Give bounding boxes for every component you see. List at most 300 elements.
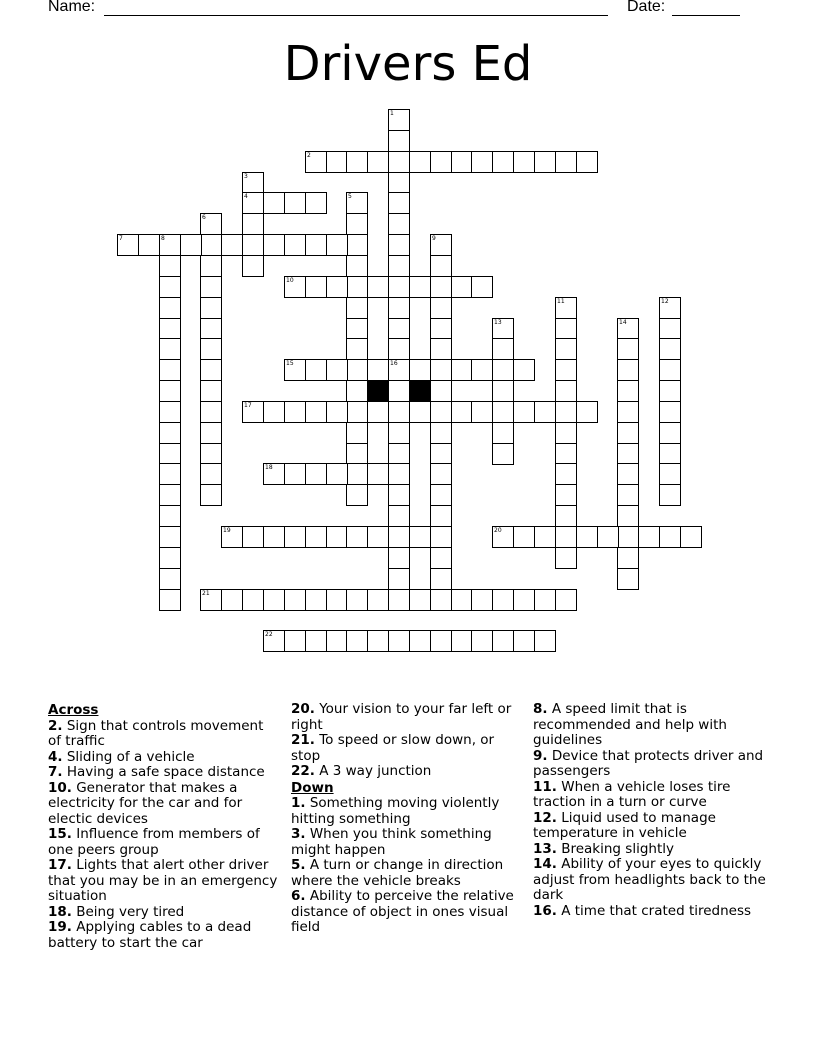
grid-cell[interactable]	[388, 380, 410, 402]
grid-cell[interactable]	[430, 151, 452, 173]
grid-cell[interactable]	[346, 463, 368, 485]
grid-cell[interactable]	[617, 338, 639, 360]
grid-cell[interactable]	[388, 213, 410, 235]
grid-cell[interactable]	[430, 276, 452, 298]
grid-cell[interactable]	[159, 255, 181, 277]
grid-cell[interactable]	[576, 526, 598, 548]
clue-number: 4	[244, 193, 248, 200]
grid-cell[interactable]	[513, 359, 535, 381]
clue-item	[291, 796, 525, 827]
grid-cell[interactable]	[159, 297, 181, 319]
clue-item-text: Lights that alert other driver that you may be in an emergency situation	[48, 857, 278, 904]
grid-cell[interactable]	[326, 589, 348, 611]
grid-cell[interactable]	[346, 443, 368, 465]
grid-cell[interactable]	[242, 526, 264, 548]
grid-cell[interactable]	[451, 359, 473, 381]
clue-number: 20	[494, 527, 502, 534]
grid-cell[interactable]	[430, 589, 452, 611]
clue-item	[48, 765, 280, 781]
grid-cell[interactable]	[409, 359, 431, 381]
grid-cell[interactable]	[430, 547, 452, 569]
clue-item	[48, 719, 280, 750]
clue-item	[533, 904, 768, 920]
grid-cell[interactable]	[617, 463, 639, 485]
grid-cell[interactable]	[159, 568, 181, 590]
grid-cell[interactable]	[388, 234, 410, 256]
grid-cell[interactable]	[284, 359, 306, 381]
grid-cell[interactable]	[388, 192, 410, 214]
grid-cell[interactable]	[659, 380, 681, 402]
grid-cell[interactable]	[555, 380, 577, 402]
grid-cell[interactable]	[305, 630, 327, 652]
grid-cell[interactable]	[388, 255, 410, 277]
grid-cell[interactable]	[617, 526, 639, 548]
clue-item-text: Applying cables to a dead battery to start the car	[48, 919, 252, 951]
grid-cell[interactable]	[471, 589, 493, 611]
date-label: Date:	[627, 0, 666, 15]
grid-cell[interactable]	[659, 297, 681, 319]
grid-cell[interactable]	[326, 630, 348, 652]
grid-cell[interactable]	[221, 526, 243, 548]
grid-cell[interactable]	[430, 526, 452, 548]
clue-number: 19	[223, 527, 231, 534]
grid-cell[interactable]	[263, 463, 285, 485]
clue-item-text: A 3 way junction	[319, 763, 432, 779]
grid-cell[interactable]	[284, 589, 306, 611]
grid-cell[interactable]	[159, 380, 181, 402]
clue-item-text: When a vehicle loses tire traction in a turn or curve	[533, 778, 731, 810]
clue-item	[533, 780, 768, 811]
grid-cell[interactable]	[492, 422, 514, 444]
grid-cell[interactable]	[242, 213, 264, 235]
clue-item	[48, 781, 280, 828]
grid-cell[interactable]	[388, 359, 410, 381]
grid-cell[interactable]	[263, 589, 285, 611]
grid-cell[interactable]	[388, 401, 410, 423]
grid-cell[interactable]	[242, 255, 264, 277]
clue-item-text: Your vision to your far left or right	[291, 701, 512, 733]
grid-cell[interactable]	[326, 234, 348, 256]
grid-cell[interactable]	[305, 276, 327, 298]
grid-cell[interactable]	[200, 589, 222, 611]
grid-cell[interactable]	[555, 443, 577, 465]
grid-cell[interactable]	[430, 463, 452, 485]
grid-cell[interactable]	[492, 380, 514, 402]
grid-cell[interactable]	[617, 484, 639, 506]
clue-column-2	[291, 702, 525, 936]
grid-cell[interactable]	[555, 359, 577, 381]
clue-number: 2	[307, 152, 311, 159]
grid-cell[interactable]	[159, 359, 181, 381]
grid-cell[interactable]	[117, 234, 139, 256]
grid-cell[interactable]	[534, 151, 556, 173]
grid-cell[interactable]	[492, 359, 514, 381]
grid-cell[interactable]	[513, 526, 535, 548]
clue-item-number: 9.	[533, 747, 548, 764]
grid-cell[interactable]	[451, 630, 473, 652]
clue-item	[291, 889, 525, 936]
grid-cell[interactable]	[284, 526, 306, 548]
grid-cell[interactable]	[430, 484, 452, 506]
clue-item-text: A turn or change in direction where the vehicle breaks	[291, 857, 504, 889]
clue-number: 17	[244, 402, 252, 409]
grid-cell[interactable]	[409, 401, 431, 423]
clue-item-number: 17.	[48, 857, 72, 873]
grid-cell[interactable]	[409, 526, 431, 548]
clue-item-text: Something moving violently hitting something	[291, 795, 500, 827]
grid-cell[interactable]	[346, 380, 368, 402]
grid-cell[interactable]	[617, 443, 639, 465]
grid-cell[interactable]	[388, 422, 410, 444]
grid-cell[interactable]	[200, 463, 222, 485]
grid-cell[interactable]	[492, 318, 514, 340]
grid-cell[interactable]	[388, 547, 410, 569]
grid-cell[interactable]	[263, 630, 285, 652]
grid-cell[interactable]	[534, 630, 556, 652]
grid-cell[interactable]	[430, 255, 452, 277]
grid-cell[interactable]	[576, 151, 598, 173]
grid-cell[interactable]	[471, 401, 493, 423]
grid-cell[interactable]	[430, 234, 452, 256]
grid-cell[interactable]	[492, 589, 514, 611]
grid-cell[interactable]	[346, 589, 368, 611]
grid-cell[interactable]	[680, 526, 702, 548]
grid-cell[interactable]	[659, 338, 681, 360]
grid-cell[interactable]	[388, 109, 410, 131]
grid-cell[interactable]	[346, 255, 368, 277]
grid-cell[interactable]	[617, 401, 639, 423]
grid-cell[interactable]	[346, 359, 368, 381]
clue-item-number: 14.	[533, 856, 557, 872]
grid-cell[interactable]	[555, 589, 577, 611]
black-square	[367, 380, 389, 402]
grid-cell[interactable]	[430, 318, 452, 340]
grid-cell[interactable]	[367, 463, 389, 485]
grid-cell[interactable]	[159, 463, 181, 485]
clue-item-number: 3.	[291, 826, 306, 842]
grid-cell[interactable]	[409, 589, 431, 611]
grid-cell[interactable]	[451, 276, 473, 298]
grid-cell[interactable]	[430, 443, 452, 465]
grid-cell[interactable]	[492, 526, 514, 548]
clue-item	[533, 702, 768, 749]
grid-cell[interactable]	[305, 526, 327, 548]
grid-cell[interactable]	[242, 172, 264, 194]
grid-cell[interactable]	[242, 234, 264, 256]
grid-cell[interactable]	[617, 380, 639, 402]
grid-cell[interactable]	[638, 526, 660, 548]
grid-cell[interactable]	[492, 151, 514, 173]
grid-cell[interactable]	[346, 234, 368, 256]
grid-cell[interactable]	[430, 401, 452, 423]
grid-cell[interactable]	[513, 401, 535, 423]
grid-cell[interactable]	[221, 234, 243, 256]
grid-cell[interactable]	[367, 630, 389, 652]
grid-cell[interactable]	[346, 318, 368, 340]
grid-cell[interactable]	[471, 359, 493, 381]
grid-cell[interactable]	[284, 401, 306, 423]
grid-cell[interactable]	[451, 151, 473, 173]
grid-cell[interactable]	[263, 526, 285, 548]
grid-cell[interactable]	[200, 359, 222, 381]
grid-cell[interactable]	[492, 338, 514, 360]
grid-cell[interactable]	[513, 589, 535, 611]
grid-cell[interactable]	[284, 276, 306, 298]
grid-cell[interactable]	[576, 401, 598, 423]
grid-cell[interactable]	[659, 401, 681, 423]
grid-cell[interactable]	[346, 484, 368, 506]
grid-cell[interactable]	[451, 401, 473, 423]
grid-cell[interactable]	[367, 359, 389, 381]
grid-cell[interactable]	[367, 401, 389, 423]
grid-cell[interactable]	[326, 401, 348, 423]
grid-cell[interactable]	[159, 484, 181, 506]
grid-cell[interactable]	[159, 526, 181, 548]
clue-item-text: Generator that makes a electricity for the car and for electic devices	[48, 779, 243, 827]
grid-cell[interactable]	[200, 380, 222, 402]
clue-item-text: Ability to perceive the relative distance of object in ones visual field	[291, 888, 514, 935]
grid-cell[interactable]	[388, 589, 410, 611]
clue-item-number: 2.	[48, 717, 63, 734]
clue-item	[291, 858, 525, 889]
black-square	[409, 380, 431, 402]
grid-cell[interactable]	[451, 589, 473, 611]
name-label: Name:	[48, 0, 96, 15]
grid-cell[interactable]	[492, 401, 514, 423]
grid-cell[interactable]	[617, 359, 639, 381]
grid-cell[interactable]	[388, 338, 410, 360]
grid-cell[interactable]	[388, 172, 410, 194]
clue-item	[48, 827, 280, 858]
clue-item	[533, 749, 768, 780]
grid-cell[interactable]	[263, 234, 285, 256]
clue-item-text: When you think something might happen	[291, 826, 492, 858]
clue-number: 21	[202, 590, 210, 597]
clue-number: 16	[390, 360, 398, 367]
grid-cell[interactable]	[200, 255, 222, 277]
grid-cell[interactable]	[200, 338, 222, 360]
grid-cell[interactable]	[388, 318, 410, 340]
grid-cell[interactable]	[617, 422, 639, 444]
grid-cell[interactable]	[430, 338, 452, 360]
grid-cell[interactable]	[159, 547, 181, 569]
clue-item-number: 18.	[48, 903, 72, 920]
grid-cell[interactable]	[180, 234, 202, 256]
grid-cell[interactable]	[513, 630, 535, 652]
grid-cell[interactable]	[409, 630, 431, 652]
grid-cell[interactable]	[346, 151, 368, 173]
grid-cell[interactable]	[346, 422, 368, 444]
grid-cell[interactable]	[430, 422, 452, 444]
grid-cell[interactable]	[200, 234, 222, 256]
grid-cell[interactable]	[388, 463, 410, 485]
grid-cell[interactable]	[430, 380, 452, 402]
grid-cell[interactable]	[659, 526, 681, 548]
grid-cell[interactable]	[388, 484, 410, 506]
grid-cell[interactable]	[263, 192, 285, 214]
clue-item-text: Being very tired	[76, 903, 185, 920]
clue-item	[48, 920, 280, 951]
grid-cell[interactable]	[305, 589, 327, 611]
clue-column-1	[48, 702, 280, 951]
grid-cell[interactable]	[159, 318, 181, 340]
grid-cell[interactable]	[659, 443, 681, 465]
grid-cell[interactable]	[326, 151, 348, 173]
grid-cell[interactable]	[159, 422, 181, 444]
grid-cell[interactable]	[430, 505, 452, 527]
grid-cell[interactable]	[346, 276, 368, 298]
grid-cell[interactable]	[200, 401, 222, 423]
grid-cell[interactable]	[284, 630, 306, 652]
grid-cell[interactable]	[409, 276, 431, 298]
grid-cell[interactable]	[409, 151, 431, 173]
grid-cell[interactable]	[305, 234, 327, 256]
grid-cell[interactable]	[513, 151, 535, 173]
grid-cell[interactable]	[326, 276, 348, 298]
grid-cell[interactable]	[555, 463, 577, 485]
grid-cell[interactable]	[388, 505, 410, 527]
grid-cell[interactable]	[367, 276, 389, 298]
grid-cell[interactable]	[555, 505, 577, 527]
grid-cell[interactable]	[617, 505, 639, 527]
grid-cell[interactable]	[346, 630, 368, 652]
clue-item-number: 20.	[291, 701, 315, 717]
grid-cell[interactable]	[659, 359, 681, 381]
grid-cell[interactable]	[263, 401, 285, 423]
grid-cell[interactable]	[200, 318, 222, 340]
grid-cell[interactable]	[326, 463, 348, 485]
grid-cell[interactable]	[430, 297, 452, 319]
grid-cell[interactable]	[242, 401, 264, 423]
clue-number: 22	[265, 631, 273, 638]
grid-cell[interactable]	[346, 192, 368, 214]
grid-cell[interactable]	[388, 630, 410, 652]
grid-cell[interactable]	[200, 443, 222, 465]
grid-cell[interactable]	[388, 297, 410, 319]
grid-cell[interactable]	[555, 526, 577, 548]
grid-cell[interactable]	[346, 297, 368, 319]
grid-cell[interactable]	[388, 443, 410, 465]
grid-cell[interactable]	[555, 401, 577, 423]
grid-cell[interactable]	[242, 589, 264, 611]
grid-cell[interactable]	[305, 401, 327, 423]
grid-cell[interactable]	[617, 547, 639, 569]
grid-cell[interactable]	[597, 526, 619, 548]
clue-item-text: Ability of your eyes to quickly adjust from headlights back to the dark	[533, 856, 766, 903]
grid-cell[interactable]	[284, 463, 306, 485]
clue-item-number: 21.	[291, 732, 315, 748]
grid-cell[interactable]	[534, 526, 556, 548]
clue-section-heading: Down	[291, 779, 334, 796]
clue-number: 12	[661, 298, 669, 305]
grid-cell[interactable]	[305, 463, 327, 485]
grid-cell[interactable]	[200, 297, 222, 319]
grid-cell[interactable]	[659, 484, 681, 506]
clue-item	[291, 764, 525, 780]
grid-cell[interactable]	[305, 359, 327, 381]
grid-cell[interactable]	[555, 547, 577, 569]
clue-item-number: 16.	[533, 902, 557, 919]
grid-cell[interactable]	[492, 443, 514, 465]
clue-item	[533, 857, 768, 904]
grid-cell[interactable]	[159, 505, 181, 527]
grid-cell[interactable]	[200, 213, 222, 235]
grid-cell[interactable]	[659, 422, 681, 444]
clue-number: 8	[161, 235, 165, 242]
grid-cell[interactable]	[305, 151, 327, 173]
clue-item-number: 8.	[533, 701, 548, 717]
clue-column-3	[533, 702, 768, 919]
grid-cell[interactable]	[326, 526, 348, 548]
grid-cell[interactable]	[555, 151, 577, 173]
clue-item	[291, 827, 525, 858]
grid-cell[interactable]	[284, 192, 306, 214]
clue-item-text: Sign that controls movement of traffic	[48, 717, 264, 749]
grid-cell[interactable]	[367, 526, 389, 548]
grid-cell[interactable]	[555, 318, 577, 340]
grid-cell[interactable]	[138, 234, 160, 256]
grid-cell[interactable]	[534, 589, 556, 611]
grid-cell[interactable]	[659, 463, 681, 485]
grid-cell[interactable]	[430, 568, 452, 590]
grid-cell[interactable]	[388, 151, 410, 173]
grid-cell[interactable]	[346, 526, 368, 548]
grid-cell[interactable]	[159, 338, 181, 360]
grid-cell[interactable]	[367, 151, 389, 173]
grid-cell[interactable]	[555, 422, 577, 444]
grid-cell[interactable]	[388, 526, 410, 548]
grid-cell[interactable]	[346, 338, 368, 360]
clue-item-text: Influence from members of one peers group	[48, 826, 260, 858]
grid-cell[interactable]	[555, 338, 577, 360]
clue-item-text: A time that crated tiredness	[561, 902, 752, 919]
clue-item-text: Device that protects driver and passengers	[533, 747, 764, 779]
grid-cell[interactable]	[159, 276, 181, 298]
grid-cell[interactable]	[159, 589, 181, 611]
grid-cell[interactable]	[159, 401, 181, 423]
grid-cell[interactable]	[326, 359, 348, 381]
grid-cell[interactable]	[492, 630, 514, 652]
grid-cell[interactable]	[471, 630, 493, 652]
grid-cell[interactable]	[242, 192, 264, 214]
grid-cell[interactable]	[388, 276, 410, 298]
grid-cell[interactable]	[659, 318, 681, 340]
clue-item-number: 22.	[291, 763, 315, 779]
grid-cell[interactable]	[430, 630, 452, 652]
grid-cell[interactable]	[159, 443, 181, 465]
grid-cell[interactable]	[388, 568, 410, 590]
grid-cell[interactable]	[346, 213, 368, 235]
grid-cell[interactable]	[200, 484, 222, 506]
grid-cell[interactable]	[346, 401, 368, 423]
grid-cell[interactable]	[221, 589, 243, 611]
grid-cell[interactable]	[430, 359, 452, 381]
grid-cell[interactable]	[617, 568, 639, 590]
grid-cell[interactable]	[200, 422, 222, 444]
grid-cell[interactable]	[388, 130, 410, 152]
grid-cell[interactable]	[305, 192, 327, 214]
grid-cell[interactable]	[284, 234, 306, 256]
grid-cell[interactable]	[617, 318, 639, 340]
grid-cell[interactable]	[471, 276, 493, 298]
grid-cell[interactable]	[159, 234, 181, 256]
grid-cell[interactable]	[555, 297, 577, 319]
grid-cell[interactable]	[555, 484, 577, 506]
grid-cell[interactable]	[367, 589, 389, 611]
grid-cell[interactable]	[471, 151, 493, 173]
grid-cell[interactable]	[200, 276, 222, 298]
grid-cell[interactable]	[534, 401, 556, 423]
